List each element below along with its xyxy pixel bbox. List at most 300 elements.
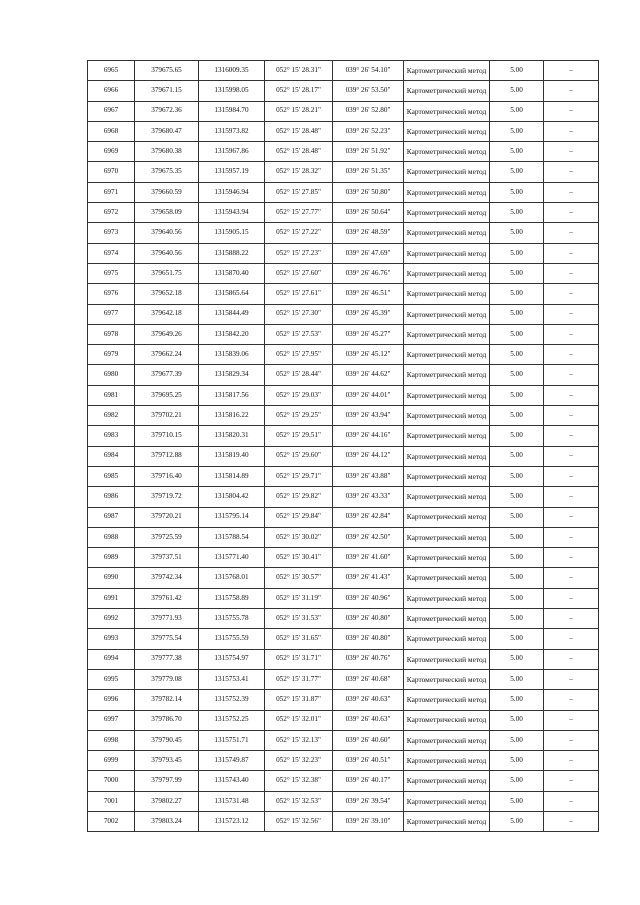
y-coordinate-cell: 1315816.22 <box>199 406 265 426</box>
x-coordinate-cell: 379649.26 <box>135 324 199 344</box>
accuracy-cell: 5.00 <box>490 243 544 263</box>
accuracy-cell: 5.00 <box>490 548 544 568</box>
table-row <box>88 284 599 304</box>
latitude-cell: 052° 15' 30.02" <box>265 527 333 547</box>
longitude-cell: 039° 26' 42.84" <box>333 507 404 527</box>
x-coordinate-cell: 379695.25 <box>135 385 199 405</box>
longitude-cell: 039° 26' 41.43" <box>333 568 404 588</box>
longitude-cell: 039° 26' 50.80" <box>333 182 404 202</box>
method-cell: Картометрический метод <box>404 81 490 101</box>
note-cell: – <box>544 588 599 608</box>
longitude-cell: 039° 26' 40.76" <box>333 649 404 669</box>
accuracy-cell: 5.00 <box>490 365 544 385</box>
note-cell: – <box>544 284 599 304</box>
note-cell: – <box>544 771 599 791</box>
longitude-cell: 039° 26' 40.96" <box>333 588 404 608</box>
latitude-cell: 052° 15' 29.51" <box>265 426 333 446</box>
longitude-cell: 039° 26' 41.60" <box>333 548 404 568</box>
point-number-cell: 6974 <box>88 243 135 263</box>
note-cell: – <box>544 751 599 771</box>
latitude-cell: 052° 15' 32.56" <box>265 811 333 831</box>
note-cell: – <box>544 223 599 243</box>
y-coordinate-cell: 1315844.49 <box>199 304 265 324</box>
point-number-cell: 6992 <box>88 609 135 629</box>
y-coordinate-cell: 1315749.87 <box>199 751 265 771</box>
method-cell: Картометрический метод <box>404 649 490 669</box>
y-coordinate-cell: 1315814.89 <box>199 466 265 486</box>
method-cell: Картометрический метод <box>404 466 490 486</box>
longitude-cell: 039° 26' 40.17" <box>333 771 404 791</box>
method-cell: Картометрический метод <box>404 101 490 121</box>
point-number-cell: 6967 <box>88 101 135 121</box>
table-row <box>88 385 599 405</box>
y-coordinate-cell: 1315753.41 <box>199 669 265 689</box>
table-row <box>88 324 599 344</box>
point-number-cell: 6968 <box>88 121 135 141</box>
longitude-cell: 039° 26' 39.54" <box>333 791 404 811</box>
table-row <box>88 81 599 101</box>
x-coordinate-cell: 379662.24 <box>135 345 199 365</box>
accuracy-cell: 5.00 <box>490 162 544 182</box>
x-coordinate-cell: 379702.21 <box>135 406 199 426</box>
method-cell: Картометрический метод <box>404 568 490 588</box>
note-cell: – <box>544 304 599 324</box>
point-number-cell: 6979 <box>88 345 135 365</box>
note-cell: – <box>544 243 599 263</box>
latitude-cell: 052° 15' 30.41" <box>265 548 333 568</box>
note-cell: – <box>544 629 599 649</box>
y-coordinate-cell: 1315758.89 <box>199 588 265 608</box>
table-row <box>88 588 599 608</box>
longitude-cell: 039° 26' 43.33" <box>333 487 404 507</box>
latitude-cell: 052° 15' 27.22" <box>265 223 333 243</box>
x-coordinate-cell: 379672.36 <box>135 101 199 121</box>
method-cell: Картометрический метод <box>404 690 490 710</box>
method-cell: Картометрический метод <box>404 609 490 629</box>
longitude-cell: 039° 26' 48.59" <box>333 223 404 243</box>
latitude-cell: 052° 15' 29.82" <box>265 487 333 507</box>
method-cell: Картометрический метод <box>404 751 490 771</box>
y-coordinate-cell: 1315998.05 <box>199 81 265 101</box>
point-number-cell: 6983 <box>88 426 135 446</box>
point-number-cell: 6970 <box>88 162 135 182</box>
point-number-cell: 6998 <box>88 730 135 750</box>
y-coordinate-cell: 1315829.34 <box>199 365 265 385</box>
point-number-cell: 6985 <box>88 466 135 486</box>
table-row <box>88 426 599 446</box>
y-coordinate-cell: 1315946.94 <box>199 182 265 202</box>
table-row <box>88 609 599 629</box>
longitude-cell: 039° 26' 40.60" <box>333 730 404 750</box>
longitude-cell: 039° 26' 53.50" <box>333 81 404 101</box>
latitude-cell: 052° 15' 27.30" <box>265 304 333 324</box>
point-number-cell: 6965 <box>88 61 135 81</box>
longitude-cell: 039° 26' 44.62" <box>333 365 404 385</box>
point-number-cell: 6988 <box>88 527 135 547</box>
table-row <box>88 527 599 547</box>
method-cell: Картометрический метод <box>404 324 490 344</box>
note-cell: – <box>544 101 599 121</box>
accuracy-cell: 5.00 <box>490 811 544 831</box>
accuracy-cell: 5.00 <box>490 629 544 649</box>
longitude-cell: 039° 26' 45.39" <box>333 304 404 324</box>
y-coordinate-cell: 1315957.19 <box>199 162 265 182</box>
y-coordinate-cell: 1315788.54 <box>199 527 265 547</box>
note-cell: – <box>544 203 599 223</box>
latitude-cell: 052° 15' 29.84" <box>265 507 333 527</box>
latitude-cell: 052° 15' 29.71" <box>265 466 333 486</box>
method-cell: Картометрический метод <box>404 365 490 385</box>
latitude-cell: 052° 15' 31.53" <box>265 609 333 629</box>
x-coordinate-cell: 379802.27 <box>135 791 199 811</box>
point-number-cell: 6990 <box>88 568 135 588</box>
note-cell: – <box>544 609 599 629</box>
method-cell: Картометрический метод <box>404 263 490 283</box>
method-cell: Картометрический метод <box>404 710 490 730</box>
note-cell: – <box>544 507 599 527</box>
method-cell: Картометрический метод <box>404 487 490 507</box>
accuracy-cell: 5.00 <box>490 771 544 791</box>
longitude-cell: 039° 26' 46.51" <box>333 284 404 304</box>
point-number-cell: 6969 <box>88 142 135 162</box>
note-cell: – <box>544 345 599 365</box>
table-row <box>88 223 599 243</box>
y-coordinate-cell: 1315752.39 <box>199 690 265 710</box>
y-coordinate-cell: 1315888.22 <box>199 243 265 263</box>
point-number-cell: 6984 <box>88 446 135 466</box>
latitude-cell: 052° 15' 31.71" <box>265 649 333 669</box>
x-coordinate-cell: 379677.39 <box>135 365 199 385</box>
table-row <box>88 182 599 202</box>
table-row <box>88 629 599 649</box>
longitude-cell: 039° 26' 45.27" <box>333 324 404 344</box>
method-cell: Картометрический метод <box>404 629 490 649</box>
accuracy-cell: 5.00 <box>490 710 544 730</box>
longitude-cell: 039° 26' 43.94" <box>333 406 404 426</box>
table-row <box>88 121 599 141</box>
note-cell: – <box>544 487 599 507</box>
point-number-cell: 6995 <box>88 669 135 689</box>
x-coordinate-cell: 379803.24 <box>135 811 199 831</box>
note-cell: – <box>544 263 599 283</box>
accuracy-cell: 5.00 <box>490 182 544 202</box>
table-row <box>88 507 599 527</box>
table-row <box>88 730 599 750</box>
accuracy-cell: 5.00 <box>490 730 544 750</box>
y-coordinate-cell: 1315842.20 <box>199 324 265 344</box>
note-cell: – <box>544 811 599 831</box>
longitude-cell: 039° 26' 40.51" <box>333 751 404 771</box>
x-coordinate-cell: 379786.70 <box>135 710 199 730</box>
accuracy-cell: 5.00 <box>490 61 544 81</box>
point-number-cell: 6996 <box>88 690 135 710</box>
note-cell: – <box>544 162 599 182</box>
longitude-cell: 039° 26' 40.63" <box>333 690 404 710</box>
longitude-cell: 039° 26' 52.23" <box>333 121 404 141</box>
point-number-cell: 6982 <box>88 406 135 426</box>
method-cell: Картометрический метод <box>404 507 490 527</box>
note-cell: – <box>544 548 599 568</box>
table-row <box>88 548 599 568</box>
accuracy-cell: 5.00 <box>490 284 544 304</box>
note-cell: – <box>544 121 599 141</box>
table-row <box>88 568 599 588</box>
table-row <box>88 669 599 689</box>
accuracy-cell: 5.00 <box>490 406 544 426</box>
method-cell: Картометрический метод <box>404 142 490 162</box>
x-coordinate-cell: 379797.99 <box>135 771 199 791</box>
method-cell: Картометрический метод <box>404 203 490 223</box>
y-coordinate-cell: 1315723.12 <box>199 811 265 831</box>
longitude-cell: 039° 26' 39.10" <box>333 811 404 831</box>
longitude-cell: 039° 26' 46.76" <box>333 263 404 283</box>
method-cell: Картометрический метод <box>404 771 490 791</box>
table-row <box>88 263 599 283</box>
x-coordinate-cell: 379761.42 <box>135 588 199 608</box>
accuracy-cell: 5.00 <box>490 588 544 608</box>
latitude-cell: 052° 15' 28.48" <box>265 142 333 162</box>
y-coordinate-cell: 1315870.40 <box>199 263 265 283</box>
x-coordinate-cell: 379651.75 <box>135 263 199 283</box>
accuracy-cell: 5.00 <box>490 751 544 771</box>
x-coordinate-cell: 379680.47 <box>135 121 199 141</box>
accuracy-cell: 5.00 <box>490 81 544 101</box>
note-cell: – <box>544 182 599 202</box>
table-row <box>88 446 599 466</box>
latitude-cell: 052° 15' 32.01" <box>265 710 333 730</box>
note-cell: – <box>544 61 599 81</box>
latitude-cell: 052° 15' 32.53" <box>265 791 333 811</box>
accuracy-cell: 5.00 <box>490 446 544 466</box>
note-cell: – <box>544 730 599 750</box>
accuracy-cell: 5.00 <box>490 690 544 710</box>
point-number-cell: 7001 <box>88 791 135 811</box>
y-coordinate-cell: 1315731.48 <box>199 791 265 811</box>
note-cell: – <box>544 426 599 446</box>
accuracy-cell: 5.00 <box>490 121 544 141</box>
point-number-cell: 6981 <box>88 385 135 405</box>
table-row <box>88 811 599 831</box>
accuracy-cell: 5.00 <box>490 466 544 486</box>
note-cell: – <box>544 324 599 344</box>
latitude-cell: 052° 15' 27.85" <box>265 182 333 202</box>
table-row <box>88 791 599 811</box>
y-coordinate-cell: 1315820.31 <box>199 426 265 446</box>
latitude-cell: 052° 15' 28.17" <box>265 81 333 101</box>
x-coordinate-cell: 379640.56 <box>135 243 199 263</box>
method-cell: Картометрический метод <box>404 527 490 547</box>
method-cell: Картометрический метод <box>404 548 490 568</box>
note-cell: – <box>544 669 599 689</box>
latitude-cell: 052° 15' 27.23" <box>265 243 333 263</box>
point-number-cell: 6976 <box>88 284 135 304</box>
y-coordinate-cell: 1315752.25 <box>199 710 265 730</box>
accuracy-cell: 5.00 <box>490 426 544 446</box>
table-row <box>88 487 599 507</box>
latitude-cell: 052° 15' 32.23" <box>265 751 333 771</box>
latitude-cell: 052° 15' 29.03" <box>265 385 333 405</box>
note-cell: – <box>544 365 599 385</box>
x-coordinate-cell: 379660.59 <box>135 182 199 202</box>
accuracy-cell: 5.00 <box>490 263 544 283</box>
coordinates-table <box>87 60 599 832</box>
x-coordinate-cell: 379771.93 <box>135 609 199 629</box>
point-number-cell: 6993 <box>88 629 135 649</box>
y-coordinate-cell: 1315771.40 <box>199 548 265 568</box>
point-number-cell: 6986 <box>88 487 135 507</box>
accuracy-cell: 5.00 <box>490 304 544 324</box>
x-coordinate-cell: 379775.54 <box>135 629 199 649</box>
method-cell: Картометрический метод <box>404 446 490 466</box>
x-coordinate-cell: 379719.72 <box>135 487 199 507</box>
point-number-cell: 6971 <box>88 182 135 202</box>
x-coordinate-cell: 379640.56 <box>135 223 199 243</box>
latitude-cell: 052° 15' 27.60" <box>265 263 333 283</box>
x-coordinate-cell: 379642.18 <box>135 304 199 324</box>
y-coordinate-cell: 1315768.01 <box>199 568 265 588</box>
note-cell: – <box>544 446 599 466</box>
latitude-cell: 052° 15' 28.32" <box>265 162 333 182</box>
accuracy-cell: 5.00 <box>490 142 544 162</box>
method-cell: Картометрический метод <box>404 791 490 811</box>
point-number-cell: 6989 <box>88 548 135 568</box>
method-cell: Картометрический метод <box>404 669 490 689</box>
method-cell: Картометрический метод <box>404 243 490 263</box>
y-coordinate-cell: 1315865.64 <box>199 284 265 304</box>
accuracy-cell: 5.00 <box>490 203 544 223</box>
longitude-cell: 039° 26' 50.64" <box>333 203 404 223</box>
table-row <box>88 142 599 162</box>
table-row <box>88 243 599 263</box>
longitude-cell: 039° 26' 51.35" <box>333 162 404 182</box>
latitude-cell: 052° 15' 31.77" <box>265 669 333 689</box>
latitude-cell: 052° 15' 30.57" <box>265 568 333 588</box>
method-cell: Картометрический метод <box>404 811 490 831</box>
note-cell: – <box>544 791 599 811</box>
x-coordinate-cell: 379737.51 <box>135 548 199 568</box>
table-row <box>88 345 599 365</box>
accuracy-cell: 5.00 <box>490 101 544 121</box>
longitude-cell: 039° 26' 45.12" <box>333 345 404 365</box>
table-row <box>88 101 599 121</box>
latitude-cell: 052° 15' 28.21" <box>265 101 333 121</box>
latitude-cell: 052° 15' 32.38" <box>265 771 333 791</box>
method-cell: Картометрический метод <box>404 162 490 182</box>
latitude-cell: 052° 15' 31.87" <box>265 690 333 710</box>
method-cell: Картометрический метод <box>404 730 490 750</box>
y-coordinate-cell: 1315754.97 <box>199 649 265 669</box>
table-row <box>88 751 599 771</box>
y-coordinate-cell: 1316009.35 <box>199 61 265 81</box>
method-cell: Картометрический метод <box>404 406 490 426</box>
point-number-cell: 6966 <box>88 81 135 101</box>
x-coordinate-cell: 379742.34 <box>135 568 199 588</box>
longitude-cell: 039° 26' 42.50" <box>333 527 404 547</box>
latitude-cell: 052° 15' 31.65" <box>265 629 333 649</box>
accuracy-cell: 5.00 <box>490 609 544 629</box>
table-row <box>88 365 599 385</box>
longitude-cell: 039° 26' 40.80" <box>333 609 404 629</box>
point-number-cell: 6997 <box>88 710 135 730</box>
latitude-cell: 052° 15' 28.48" <box>265 121 333 141</box>
accuracy-cell: 5.00 <box>490 324 544 344</box>
latitude-cell: 052° 15' 29.60" <box>265 446 333 466</box>
x-coordinate-cell: 379716.40 <box>135 466 199 486</box>
latitude-cell: 052° 15' 29.25" <box>265 406 333 426</box>
point-number-cell: 6973 <box>88 223 135 243</box>
longitude-cell: 039° 26' 44.12" <box>333 446 404 466</box>
table-row <box>88 406 599 426</box>
point-number-cell: 7002 <box>88 811 135 831</box>
latitude-cell: 052° 15' 31.19" <box>265 588 333 608</box>
method-cell: Картометрический метод <box>404 304 490 324</box>
point-number-cell: 6972 <box>88 203 135 223</box>
accuracy-cell: 5.00 <box>490 669 544 689</box>
table-row <box>88 710 599 730</box>
note-cell: – <box>544 466 599 486</box>
note-cell: – <box>544 649 599 669</box>
x-coordinate-cell: 379720.21 <box>135 507 199 527</box>
x-coordinate-cell: 379793.45 <box>135 751 199 771</box>
y-coordinate-cell: 1315819.40 <box>199 446 265 466</box>
longitude-cell: 039° 26' 51.92" <box>333 142 404 162</box>
x-coordinate-cell: 379777.38 <box>135 649 199 669</box>
y-coordinate-cell: 1315795.14 <box>199 507 265 527</box>
method-cell: Картометрический метод <box>404 182 490 202</box>
latitude-cell: 052° 15' 27.77" <box>265 203 333 223</box>
method-cell: Картометрический метод <box>404 385 490 405</box>
note-cell: – <box>544 527 599 547</box>
longitude-cell: 039° 26' 40.63" <box>333 710 404 730</box>
accuracy-cell: 5.00 <box>490 385 544 405</box>
table-row <box>88 649 599 669</box>
coordinates-table-body <box>88 61 599 832</box>
y-coordinate-cell: 1315755.78 <box>199 609 265 629</box>
latitude-cell: 052° 15' 28.31" <box>265 61 333 81</box>
y-coordinate-cell: 1315743.40 <box>199 771 265 791</box>
note-cell: – <box>544 690 599 710</box>
x-coordinate-cell: 379658.09 <box>135 203 199 223</box>
longitude-cell: 039° 26' 43.88" <box>333 466 404 486</box>
x-coordinate-cell: 379710.15 <box>135 426 199 446</box>
longitude-cell: 039° 26' 44.16" <box>333 426 404 446</box>
y-coordinate-cell: 1315751.71 <box>199 730 265 750</box>
point-number-cell: 6987 <box>88 507 135 527</box>
x-coordinate-cell: 379790.45 <box>135 730 199 750</box>
point-number-cell: 6999 <box>88 751 135 771</box>
point-number-cell: 6994 <box>88 649 135 669</box>
x-coordinate-cell: 379652.18 <box>135 284 199 304</box>
longitude-cell: 039° 26' 54.10" <box>333 61 404 81</box>
longitude-cell: 039° 26' 52.80" <box>333 101 404 121</box>
longitude-cell: 039° 26' 40.80" <box>333 629 404 649</box>
method-cell: Картометрический метод <box>404 284 490 304</box>
accuracy-cell: 5.00 <box>490 649 544 669</box>
method-cell: Картометрический метод <box>404 223 490 243</box>
table-row <box>88 466 599 486</box>
latitude-cell: 052° 15' 32.13" <box>265 730 333 750</box>
note-cell: – <box>544 406 599 426</box>
note-cell: – <box>544 385 599 405</box>
table-row <box>88 690 599 710</box>
latitude-cell: 052° 15' 27.53" <box>265 324 333 344</box>
x-coordinate-cell: 379782.14 <box>135 690 199 710</box>
point-number-cell: 6975 <box>88 263 135 283</box>
note-cell: – <box>544 568 599 588</box>
y-coordinate-cell: 1315755.59 <box>199 629 265 649</box>
method-cell: Картометрический метод <box>404 121 490 141</box>
accuracy-cell: 5.00 <box>490 527 544 547</box>
